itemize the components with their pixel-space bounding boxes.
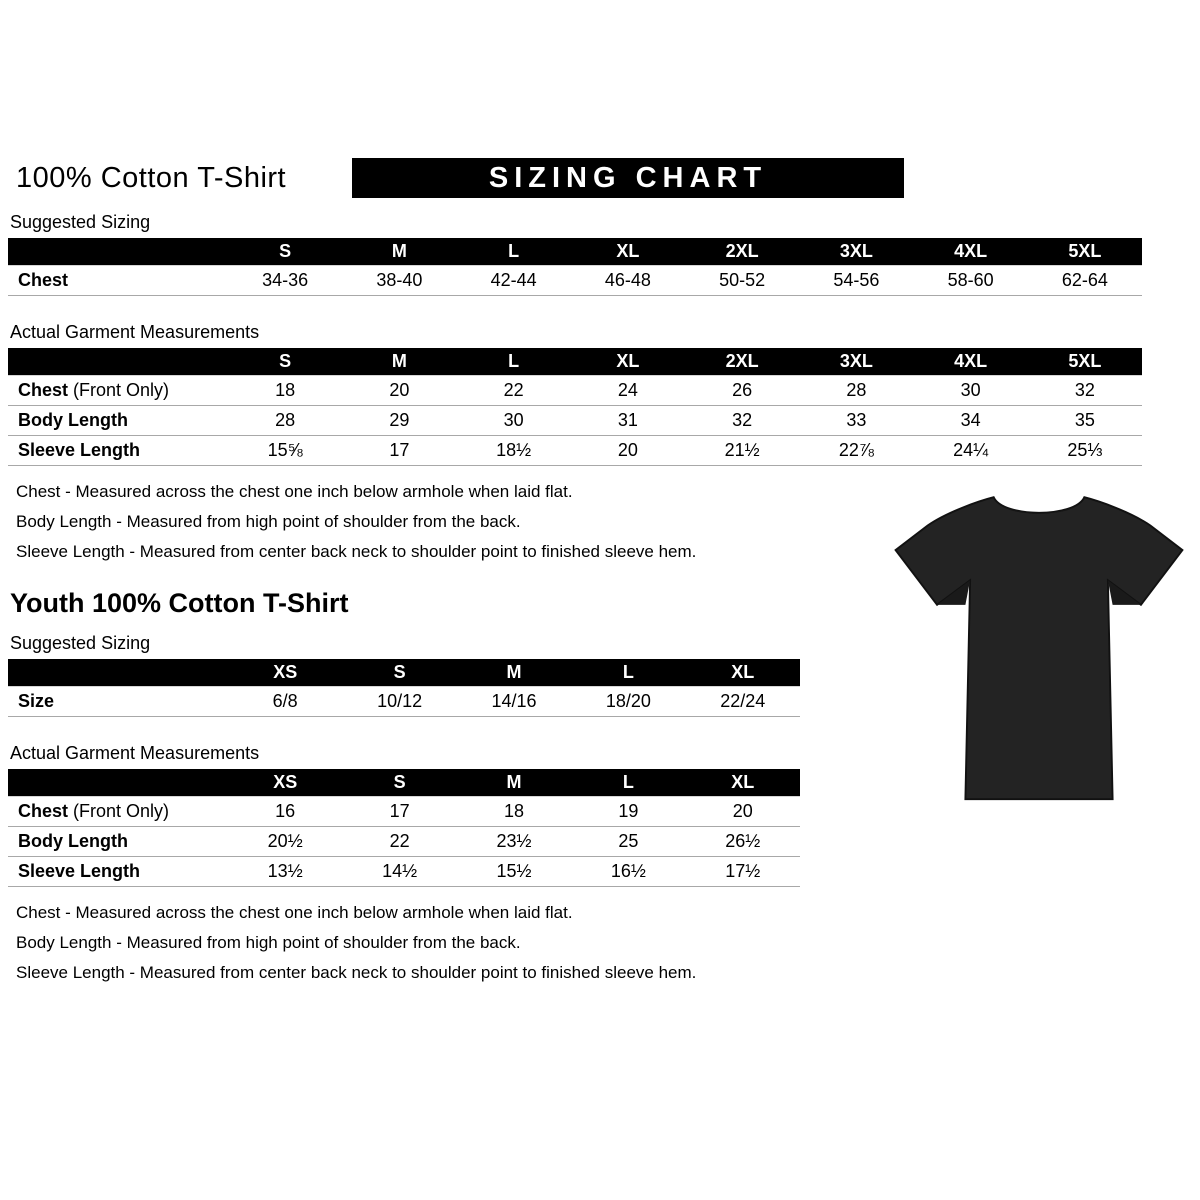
measurement-cell: 14½ (342, 857, 456, 887)
measurement-cell: 62-64 (1028, 266, 1142, 296)
table-row (8, 406, 1142, 436)
measurement-cell: 31 (571, 406, 685, 436)
size-column-header: M (457, 769, 571, 797)
youth-suggested-table (8, 659, 800, 717)
table-row (8, 827, 800, 857)
measurement-cell: 15½ (457, 857, 571, 887)
measurement-cell: 26½ (686, 827, 800, 857)
measurement-cell: 16½ (571, 857, 685, 887)
youth-actual-table (8, 769, 800, 887)
sleeve-length-note: Sleeve Length - Measured from center back neck to shoulder point to finished sleeve hem. (16, 963, 697, 982)
row-label: Body Length (8, 406, 228, 436)
adult-header-row (8, 158, 1192, 198)
measurement-cell: 20 (342, 376, 456, 406)
chest-note: Chest - Measured across the chest one inch below armhole when laid flat. (16, 482, 573, 501)
table-row (8, 857, 800, 887)
adult-suggested-table (8, 238, 1142, 296)
measurement-cell: 13½ (228, 857, 342, 887)
measurement-cell: 22 (457, 376, 571, 406)
size-column-header: L (457, 238, 571, 266)
measurement-cell: 19 (571, 797, 685, 827)
row-label: Size (8, 687, 228, 717)
measurement-cell: 58-60 (914, 266, 1028, 296)
youth-title: Youth 100% Cotton T-Shirt (10, 588, 349, 618)
measurement-cell: 30 (457, 406, 571, 436)
measurement-cell: 18/20 (571, 687, 685, 717)
measurement-cell: 28 (799, 376, 913, 406)
body-length-note: Body Length - Measured from high point of shoulder from the back. (16, 933, 521, 952)
row-label: Chest (8, 266, 228, 296)
size-column-header: M (342, 348, 456, 376)
measurement-cell: 50-52 (685, 266, 799, 296)
measurement-cell: 46-48 (571, 266, 685, 296)
measurement-cell: 18 (228, 376, 342, 406)
size-column-header: L (571, 659, 685, 687)
measurement-cell: 17 (342, 797, 456, 827)
header-spacer (8, 348, 228, 376)
table-row (8, 376, 1142, 406)
table-row (8, 797, 800, 827)
size-column-header: 5XL (1028, 348, 1142, 376)
measurement-cell: 20½ (228, 827, 342, 857)
measurement-cell: 24¼ (914, 436, 1028, 466)
row-label: Chest (Front Only) (8, 376, 228, 406)
measurement-cell: 22/24 (686, 687, 800, 717)
measurement-cell: 30 (914, 376, 1028, 406)
measurement-cell: 20 (571, 436, 685, 466)
measurement-cell: 21½ (685, 436, 799, 466)
measurement-cell: 32 (685, 406, 799, 436)
measurement-cell: 6/8 (228, 687, 342, 717)
size-column-header: M (342, 238, 456, 266)
size-column-header: XL (686, 769, 800, 797)
size-column-header: S (228, 238, 342, 266)
header-spacer (8, 769, 228, 797)
measurement-cell: 15⅝ (228, 436, 342, 466)
table-row (8, 436, 1142, 466)
measurement-cell: 17 (342, 436, 456, 466)
measurement-cell: 10/12 (342, 687, 456, 717)
adult-title: 100% Cotton T-Shirt (16, 161, 287, 194)
adult-actual-label: Actual Garment Measurements (10, 322, 260, 342)
size-header-row (8, 769, 800, 797)
size-column-header: M (457, 659, 571, 687)
measurement-cell: 33 (799, 406, 913, 436)
measurement-cell: 25 (571, 827, 685, 857)
measurement-cell: 18½ (457, 436, 571, 466)
measurement-cell: 14/16 (457, 687, 571, 717)
adult-suggested-label: Suggested Sizing (10, 212, 151, 232)
size-header-row (8, 659, 800, 687)
body-length-note: Body Length - Measured from high point of shoulder from the back. (16, 512, 521, 531)
youth-notes (8, 903, 1192, 983)
header-spacer (8, 238, 228, 266)
measurement-cell: 18 (457, 797, 571, 827)
size-column-header: 5XL (1028, 238, 1142, 266)
size-column-header: XL (571, 238, 685, 266)
measurement-cell: 42-44 (457, 266, 571, 296)
size-header-row (8, 348, 1142, 376)
size-header-row (8, 238, 1142, 266)
measurement-cell: 29 (342, 406, 456, 436)
measurement-cell: 34 (914, 406, 1028, 436)
measurement-cell: 54-56 (799, 266, 913, 296)
measurement-cell: 16 (228, 797, 342, 827)
measurement-cell: 38-40 (342, 266, 456, 296)
measurement-cell: 22⅞ (799, 436, 913, 466)
measurement-cell: 24 (571, 376, 685, 406)
size-column-header: S (342, 659, 456, 687)
size-column-header: S (228, 348, 342, 376)
measurement-cell: 20 (686, 797, 800, 827)
youth-suggested-label: Suggested Sizing (10, 633, 151, 653)
row-label: Sleeve Length (8, 857, 228, 887)
row-label: Body Length (8, 827, 228, 857)
size-column-header: L (457, 348, 571, 376)
measurement-cell: 28 (228, 406, 342, 436)
size-column-header: 2XL (685, 238, 799, 266)
size-column-header: 2XL (685, 348, 799, 376)
size-column-header: XL (686, 659, 800, 687)
header-spacer (8, 659, 228, 687)
sizing-chart-banner: SIZING CHART (352, 158, 904, 198)
size-column-header: 3XL (799, 238, 913, 266)
size-column-header: XS (228, 659, 342, 687)
measurement-cell: 35 (1028, 406, 1142, 436)
size-column-header: 4XL (914, 348, 1028, 376)
measurement-cell: 26 (685, 376, 799, 406)
tshirt-body-shape (896, 497, 1183, 799)
sleeve-length-note: Sleeve Length - Measured from center back neck to shoulder point to finished sleeve hem. (16, 542, 697, 561)
tshirt-image (888, 474, 1190, 830)
size-column-header: L (571, 769, 685, 797)
measurement-cell: 22 (342, 827, 456, 857)
adult-actual-table (8, 348, 1142, 466)
size-column-header: XS (228, 769, 342, 797)
row-label: Sleeve Length (8, 436, 228, 466)
measurement-cell: 23½ (457, 827, 571, 857)
size-column-header: 4XL (914, 238, 1028, 266)
table-row (8, 687, 800, 717)
measurement-cell: 34-36 (228, 266, 342, 296)
size-column-header: S (342, 769, 456, 797)
measurement-cell: 25⅓ (1028, 436, 1142, 466)
measurement-cell: 17½ (686, 857, 800, 887)
youth-actual-label: Actual Garment Measurements (10, 743, 260, 763)
measurement-cell: 32 (1028, 376, 1142, 406)
row-label: Chest (Front Only) (8, 797, 228, 827)
size-column-header: 3XL (799, 348, 913, 376)
chest-note: Chest - Measured across the chest one inch below armhole when laid flat. (16, 903, 573, 922)
table-row (8, 266, 1142, 296)
size-column-header: XL (571, 348, 685, 376)
